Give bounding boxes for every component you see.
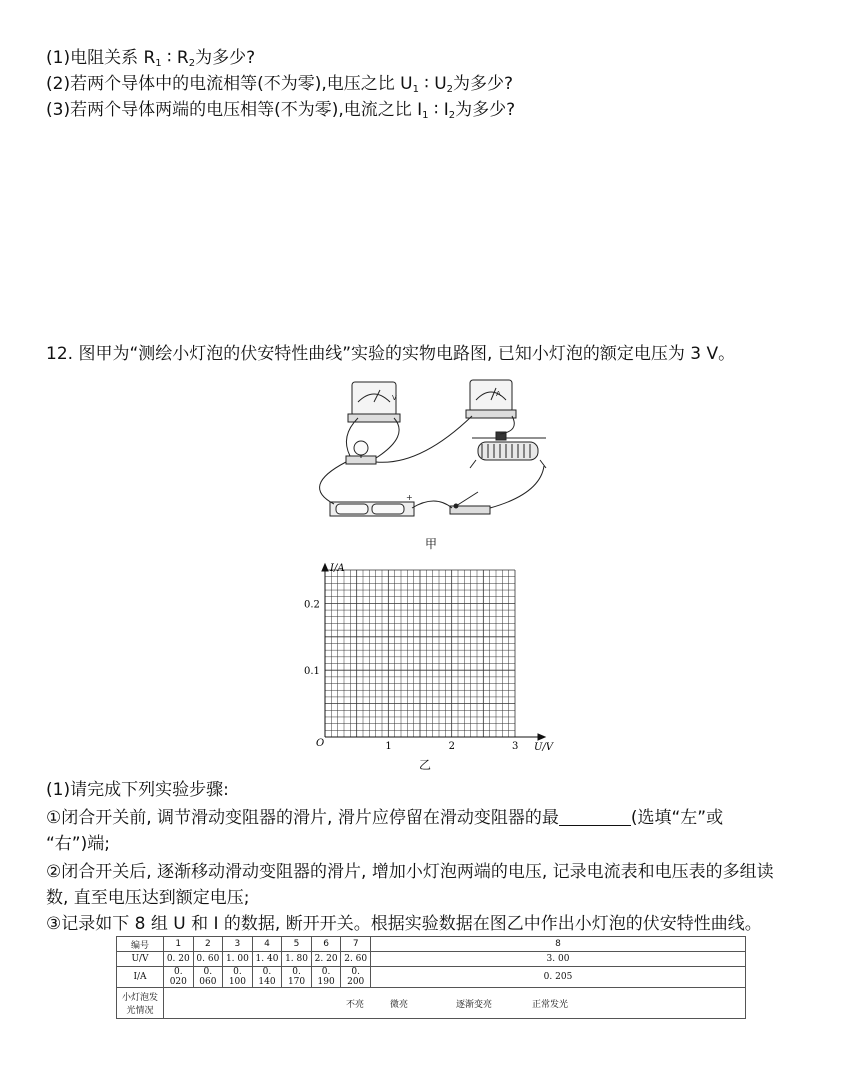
u-cell: 0. 60 (193, 952, 223, 967)
glow-label-line-2: 光情况 (126, 1006, 154, 1016)
switch-icon (450, 492, 490, 514)
q1-sub1: 1 (155, 58, 162, 69)
data-table (116, 936, 746, 1019)
u-cell: 3. 00 (371, 952, 746, 967)
origin-label: O (316, 738, 325, 749)
step-1-text-b: (选填“左”或 (630, 808, 724, 828)
y-axis-label: I/A (330, 563, 345, 574)
u-label: U/V (117, 952, 164, 967)
q2-sub2: 2 (446, 84, 454, 95)
x-tick-label: 3 (512, 741, 519, 752)
grid-chart (300, 560, 560, 752)
y-axis-arrow (322, 564, 328, 571)
u-cell: 2. 60 (341, 952, 371, 967)
bulb-icon (346, 441, 376, 464)
table-row (117, 952, 746, 967)
table-row (117, 937, 746, 952)
col-header: 5 (282, 937, 312, 952)
glow-state: 不亮 (346, 1000, 365, 1010)
col-header: 3 (223, 937, 253, 952)
step-3: ③记录如下 8 组 U 和 I 的数据, 断开开关。根据实验数据在图乙中作出小灯泡的伏安特性曲线。 (46, 914, 762, 934)
u-cell: 1. 80 (282, 952, 312, 967)
i-cell: 0. 020 (164, 967, 194, 988)
u-cell: 0. 20 (164, 952, 194, 967)
step-1 (46, 806, 723, 830)
table-row (117, 967, 746, 988)
x-tick-label: 1 (385, 741, 392, 752)
col-header: 2 (193, 937, 223, 952)
step-1-text-a: ①闭合开关前, 调节滑动变阻器的滑片, 滑片应停留在滑动变阻器的最 (46, 808, 559, 828)
i-cell: 0. 190 (311, 967, 341, 988)
x-axis-arrow (538, 734, 545, 740)
glow-label (117, 988, 164, 1019)
x-tick-label: 2 (448, 741, 456, 752)
table-row (117, 988, 746, 1019)
col-header: 8 (371, 937, 746, 952)
voltmeter-label: V (392, 394, 397, 402)
i-cell: 0. 060 (193, 967, 223, 988)
ammeter-icon (466, 380, 516, 418)
i-cell: 0. 140 (252, 967, 282, 988)
figure-caption-yi: 乙 (419, 758, 432, 772)
i-cell: 0. 170 (282, 967, 312, 988)
y-tick-label: 0.2 (304, 599, 320, 611)
q1-mid: ∶ R (161, 48, 189, 68)
step-1-cont: “右”)端; (46, 834, 110, 854)
q2-prefix: (2)若两个导体中的电流相等(不为零),电压之比 U (46, 74, 413, 94)
u-cell: 1. 00 (223, 952, 253, 967)
problem-12-stem: 12. 图甲为“测绘小灯泡的伏安特性曲线”实验的实物电路图, 已知小灯泡的额定电压为 3 V。 (46, 344, 736, 364)
y-tick-label: 0.1 (304, 666, 320, 678)
q1-sub2: 2 (188, 58, 196, 69)
figure-caption-jia: 甲 (425, 537, 438, 551)
glow-states-cell (164, 988, 746, 1019)
col-header: 6 (311, 937, 341, 952)
u-cell: 2. 20 (311, 952, 341, 967)
glow-state: 正常发光 (532, 1000, 569, 1010)
step-2-cont: 数, 直至电压达到额定电压; (46, 888, 250, 908)
col-header: 7 (341, 937, 371, 952)
i-label: I/A (117, 967, 164, 988)
u-cell: 1. 40 (252, 952, 282, 967)
question-3 (46, 98, 515, 128)
x-axis-label: U/V (534, 742, 554, 752)
svg-text:+: + (406, 493, 413, 502)
i-cell: 0. 205 (371, 967, 746, 988)
circuit-diagram (300, 376, 560, 526)
col-header: 1 (164, 937, 194, 952)
ammeter-label: A (496, 390, 501, 398)
i-cell: 0. 100 (223, 967, 253, 988)
i-cell: 0. 200 (341, 967, 371, 988)
q3-sub2: 2 (448, 110, 456, 121)
glow-state: 微亮 (390, 1000, 409, 1010)
q3-sub1: 1 (422, 110, 429, 121)
q3-prefix: (3)若两个导体两端的电压相等(不为零),电流之比 I (46, 100, 423, 120)
q1-prefix: (1)电阻关系 R (46, 48, 156, 68)
step-intro: (1)请完成下列实验步骤: (46, 780, 229, 800)
header-cell: 编号 (117, 937, 164, 952)
col-header: 4 (252, 937, 282, 952)
battery-icon (330, 493, 414, 516)
q3-suffix: 为多少? (455, 100, 516, 120)
voltmeter-icon (348, 382, 400, 422)
q2-suffix: 为多少? (453, 74, 514, 94)
step-2: ②闭合开关后, 逐渐移动滑动变阻器的滑片, 增加小灯泡两端的电压, 记录电流表和电压表的多组读 (46, 862, 774, 882)
answer-blank[interactable] (559, 807, 631, 826)
q3-mid: ∶ I (428, 100, 449, 120)
q2-sub1: 1 (412, 84, 419, 95)
q1-suffix: 为多少? (195, 48, 256, 68)
glow-state: 逐渐变亮 (456, 1000, 493, 1010)
glow-label-line-1: 小灯泡发 (121, 993, 158, 1003)
q2-mid: ∶ U (418, 74, 447, 94)
rheostat-icon (470, 432, 546, 468)
